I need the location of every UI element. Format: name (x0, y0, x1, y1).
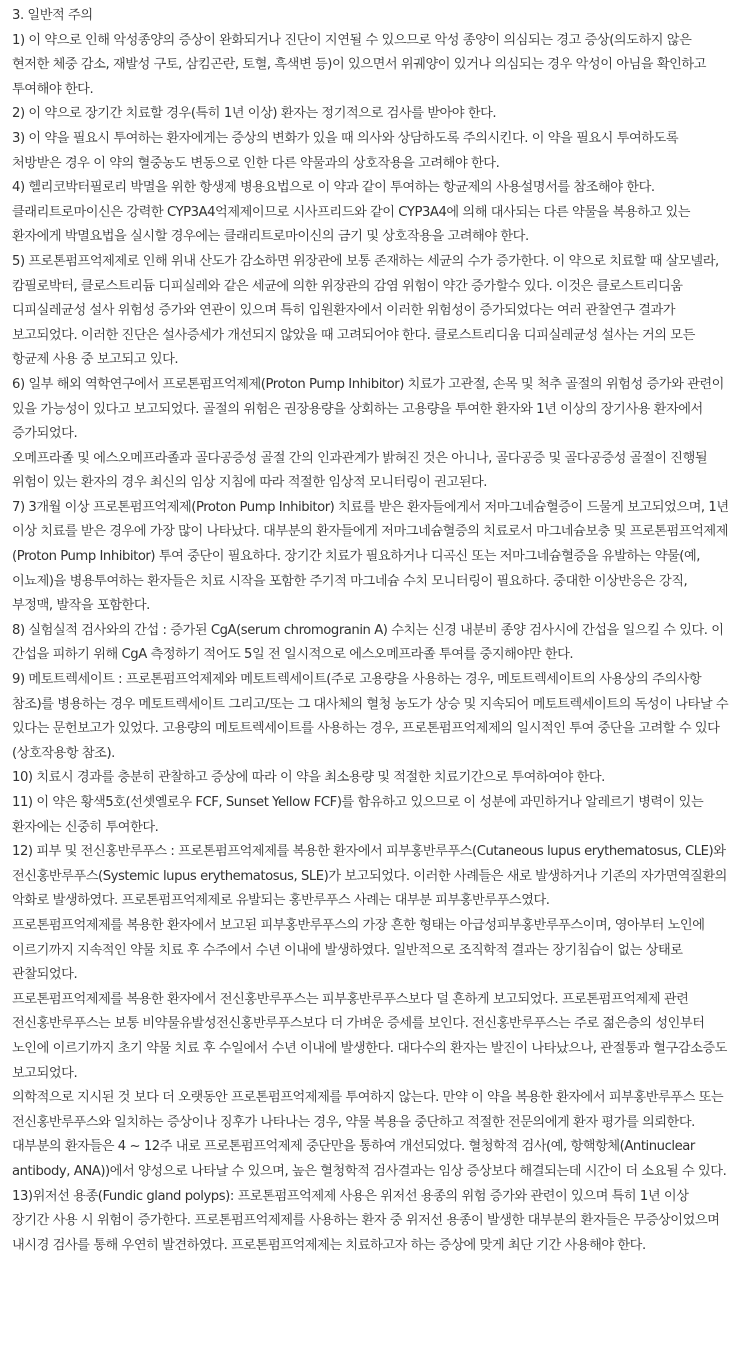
paragraph-7-hypomagnesemia: 7) 3개월 이상 프로톤펌프억제제(Proton Pump Inhibitor) 치료를 받은 환자들에게서 저마그네슘혈증이 드물게 보고되었으며, 1년 이상 치료를 받은 경우에 가장 많이 나타났다. 대부분의 환자들에게 저마그네슘혈증의 치료로서 마그네슘보충 및 프로톤펌프억제제(Proton Pump Inhibitor) 투여 중단이 필요하다. 장기간 치료가 필요하거나 디곡신 또는 저마그네슘혈증을 유발하는 약물(예, 이뇨제)을 병용투여하는 환자들은 치료 시작을 포함한 주기적 마그네슘 수치 모니터링이 필요하다. 중대한 이상반응은 강직, 부정맥, 발작을 포함한다. (12, 499, 729, 614)
paragraph-9-methotrexate: 9) 메토트렉세이트 : 프로톤펌프억제제와 메토트렉세이트(주로 고용량을 사용하는 경우, 메토트렉세이트의 사용상의 주의사항 참조)를 병용하는 경우 메토트렉세이트 그리고/또는 그 대사체의 혈청 농도가 상승 및 지속되어 메토트렉세이트의 독성이 나타날 수 있다는 문헌보고가 있었다. 고용량의 메토트렉세이트를 사용하는 경우, 프로톤펌프억제제의 일시적인 투여 중단을 고려할 수 있다(상호작용항 참조). (12, 672, 729, 761)
paragraph-2-long-term-exam: 2) 이 약으로 장기간 치료할 경우(특히 1년 이상) 환자는 정기적으로 검사를 받아야 한다. (12, 106, 497, 122)
paragraph-3-as-needed-use: 3) 이 약을 필요시 투여하는 환자에게는 증상의 변화가 있을 때 의사와 상담하도록 주의시킨다. 이 약을 필요시 투여하도록 처방받은 경우 이 약의 혈중농도 변동으로 인한 다른 약물과의 상호작용을 고려해야 한다. (12, 130, 679, 171)
paragraph-12-sle: 프로톤펌프억제제를 복용한 환자에서 전신홍반루푸스는 피부홍반루푸스보다 덜 흔하게 보고되었다. 프로톤펌프억제제 관련 전신홍반루푸스는 보통 비약물유발성전신홍반루푸스보다 더 가벼운 증세를 보인다. 전신홍반루푸스는 주로 젊은층의 성인부터 노인에 이르기까지 초기 약물 치료 후 수일에서 수년 이내에 발생한다. 대다수의 환자는 발진이 나타났으나, 관절통과 혈구감소증도 보고되었다. (12, 991, 727, 1081)
paragraph-6-osteoporosis: 오메프라졸 및 에스오메프라졸과 골다공증성 골절 간의 인과관계가 밝혀진 것은 아니나, 골다공증 및 골다공증성 골절이 진행될 위험이 있는 환자의 경우 최신의 임상 지침에 따라 적절한 임상적 모니터링이 권고된다. (12, 450, 708, 491)
paragraph-13-fundic-gland-polyps: 13)위저선 용종(Fundic gland polyps): 프로톤펌프억제제 사용은 위저선 용종의 위험 증가와 관련이 있으며 특히 1년 이상 장기간 사용 시 위험이 증가한다. 프로톤펌프억제제를 사용하는 환자 중 위저선 용종이 발생한 대부분의 환자들은 무증상이었으며 내시경 검사를 통해 우연히 발견하였다. 프로톤펌프억제제는 치료하고자 하는 증상에 맞게 최단 기간 사용해야 한다. (12, 1188, 720, 1253)
paragraph-8-lab-interference: 8) 실험실적 검사와의 간섭 : 증가된 CgA(serum chromogranin A) 수치는 신경 내분비 종양 검사시에 간섭을 일으킬 수 있다. 이 간섭을 피하기 위해 CgA 측정하기 적어도 5일 전 일시적으로 에스오메프라졸 투여를 중지해야만 한다. (12, 622, 724, 663)
paragraph-12-discontinuation: 의학적으로 지시된 것 보다 더 오랫동안 프로톤펌프억제제를 투여하지 않는다. 만약 이 약을 복용한 환자에서 피부홍반루푸스 또는 전신홍반루푸스와 일치하는 증상이나 징후가 나타나는 경우, 약물 복용을 중단하고 적절한 전문의에게 환자 평가를 의뢰한다. 대부분의 환자들은 4 ~ 12주 내로 프로톤펌프억제제 중단만을 통하여 개선되었다. 혈청학적 검사(예, 항핵항체(Antinuclear antibody, ANA))에서 양성으로 나타날 수 있으며, 높은 혈청학적 검사결과는 임상 증상보다 해결되는데 시간이 더 소요될 수 있다. (12, 1090, 727, 1179)
paragraph-6-fracture-risk: 6) 일부 해외 역학연구에서 프로톤펌프억제제(Proton Pump Inhibitor) 치료가 고관절, 손목 및 척추 골절의 위험성 증가와 관련이 있을 가능성이 있다고 보고되었다. 골절의 위험은 권장용량을 상회하는 고용량을 투여한 환자와 1년 이상의 장기사용 환자에서 증가되었다. (12, 376, 724, 442)
paragraph-12-lupus: 12) 피부 및 전신홍반루푸스 : 프로톤펌프억제제를 복용한 환자에서 피부홍반루푸스(Cutaneous lupus erythematosus, CLE)와 전신홍반루푸스(Systemic lupus erythematosus, SLE)가 보고되었다. 이러한 사례들은 새로 발생하거나 기존의 자가면역질환의 악화로 발생하였다. 프로톤펌프억제제로 유발되는 홍반루푸스 사례는 대부분 피부홍반루푸스였다. (12, 844, 727, 909)
paragraph-1-malignancy: 1) 이 약으로 인해 악성종양의 증상이 완화되거나 진단이 지연될 수 있으므로 악성 종양이 의심되는 경고 증상(의도하지 않은 현저한 체중 감소, 재발성 구토, 삼킴곤란, 토혈, 흑색변 등)이 있으면서 위궤양이 있거나 의심되는 경우 악성이 아님을 확인하고 투여해야 한다. (12, 32, 706, 97)
section-heading: 3. 일반적 주의 (12, 8, 93, 23)
paragraph-5-gastric-acidity: 5) 프로톤펌프억제제로 인해 위내 산도가 감소하면 위장관에 보통 존재하는 세균의 수가 증가한다. 이 약으로 치료할 때 살모넬라, 캄필로박터, 클로스트리듐 디피실레와 같은 세균에 의한 위장관의 감염 위험이 약간 증가할수 있다. 이것은 클로스트리디움 디피실레균성 설사 위험성 증가와 연관이 있으며 특히 입원환자에서 이러한 위험성이 증가되었다는 여러 관찰연구 결과가 보고되었다. 이러한 진단은 설사증세가 개선되지 않았을 때 고려되어야 한다. 클로스트리디움 디피실레균성 설사는 거의 모든 항균제 사용 중 보고되고 있다. (12, 253, 719, 368)
paragraph-11-sunset-yellow: 11) 이 약은 황색5호(선셋옐로우 FCF, Sunset Yellow FCF)를 함유하고 있으므로 이 성분에 과민하거나 알레르기 병력이 있는 환자에는 신중히 투여한다. (12, 795, 704, 835)
paragraph-10-minimum-dose: 10) 치료시 경과를 충분히 관찰하고 증상에 따라 이 약을 최소용량 및 적절한 치료기간으로 투여하여야 한다. (12, 770, 605, 786)
paragraph-4-helicobacter: 4) 헬리코박터필로리 박멸을 위한 항생제 병용요법으로 이 약과 같이 투여하는 항균제의 사용설명서를 참조해야 한다. 클래리트로마이신은 강력한 CYP3A4억제제이므로 시사프리드와 같이 CYP3A4에 의해 대사되는 다른 약물을 복용하고 있는 환자에게 박멸요법을 실시할 경우에는 클래리트로마이신의 금기 및 상호작용을 고려해야 한다. (12, 180, 691, 245)
paragraph-12-cle: 프로톤펌프억제제를 복용한 환자에서 보고된 피부홍반루푸스의 가장 흔한 형태는 아급성피부홍반루푸스이며, 영아부터 노인에 이르기까지 지속적인 약물 치료 후 수주에서 수년 이내에 발생하였다. 일반적으로 조직학적 결과는 장기침습이 없는 상태로 관찰되었다. (12, 917, 705, 983)
